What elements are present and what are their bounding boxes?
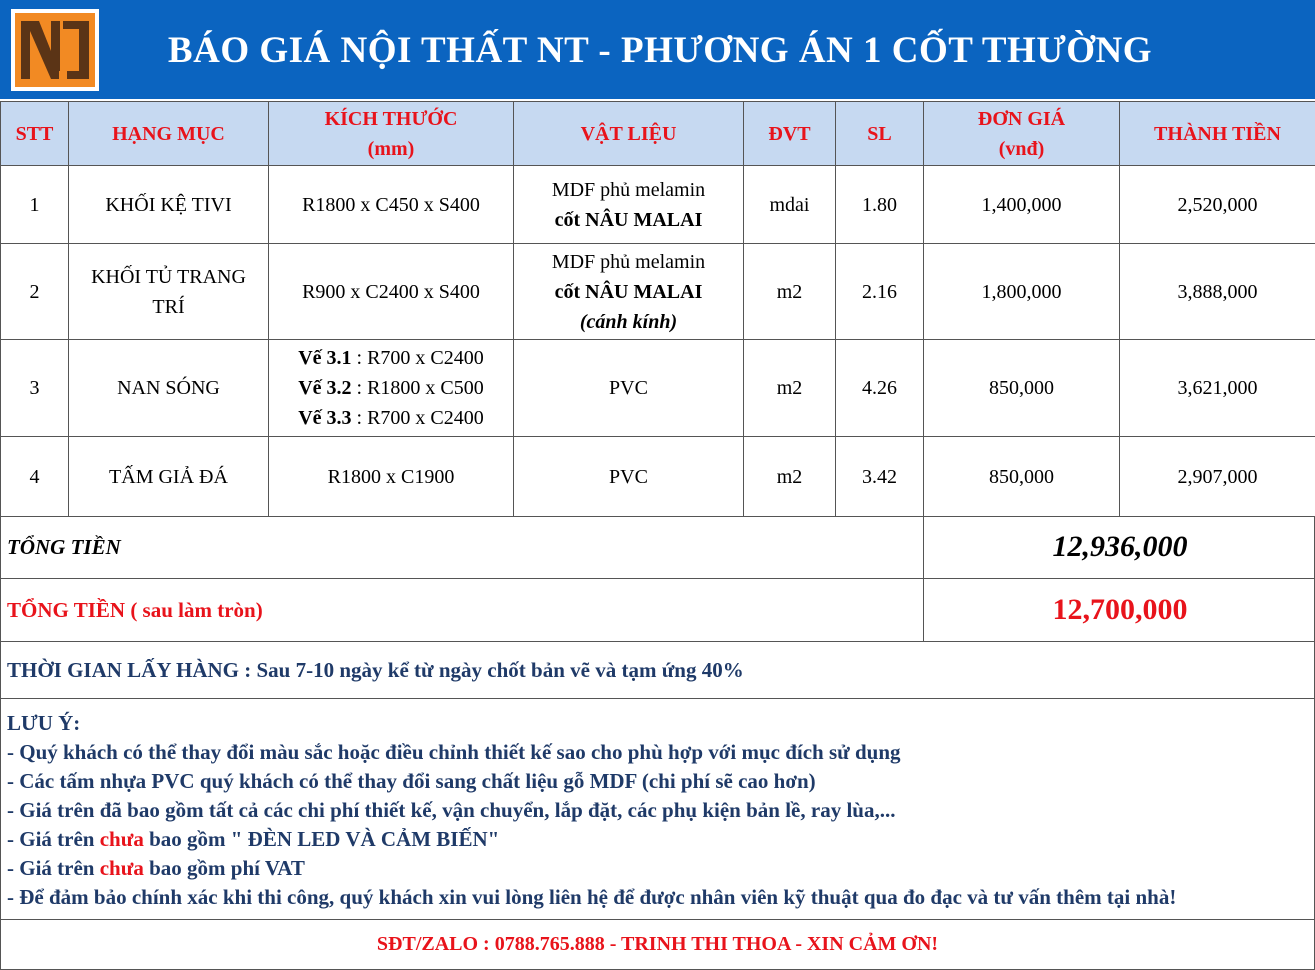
cell-kich-thuoc: R1800 x C450 x S400 (269, 166, 514, 244)
col-header-vat-lieu: VẬT LIỆU (514, 102, 744, 166)
col-header-kich-thuoc-line1: KÍCH THƯỚC (324, 107, 458, 130)
col-header-stt: STT (1, 102, 69, 166)
cell-vat-lieu-line1: MDF phủ melamin (551, 250, 706, 273)
cell-kich-thuoc (269, 340, 514, 437)
note-item (7, 825, 1308, 854)
nt-logo-icon (15, 13, 95, 87)
cell-dvt: mdai (744, 166, 836, 244)
note-item: - Giá trên đã bao gồm tất cả các chi phí thiết kế, vận chuyển, lắp đặt, các phụ kiện bản lề, ray lùa,... (7, 798, 896, 822)
cell-vat-lieu-line2: cốt NÂU MALAI (554, 280, 703, 303)
cell-hang-muc: TẤM GIẢ ĐÁ (69, 437, 269, 517)
cell-vat-lieu: PVC (514, 437, 744, 517)
cell-vat-lieu (514, 244, 744, 340)
cell-hang-muc-line1: KHỐI TỦ TRANG (91, 265, 246, 288)
rounded-total-row (0, 579, 1315, 642)
cell-vat-lieu: PVC (514, 340, 744, 437)
delivery-time: THỜI GIAN LẤY HÀNG : Sau 7-10 ngày kể từ ngày chốt bản vẽ và tạm ứng 40% (0, 642, 1315, 699)
table-row (1, 437, 1315, 517)
cell-dvt: m2 (744, 437, 836, 517)
cell-thanh-tien: 3,888,000 (1120, 244, 1315, 340)
cell-don-gia: 850,000 (924, 340, 1120, 437)
cell-thanh-tien: 3,621,000 (1120, 340, 1315, 437)
cell-kich-thuoc: R900 x C2400 x S400 (269, 244, 514, 340)
header-bar (0, 0, 1315, 101)
cell-stt: 3 (1, 340, 69, 437)
cell-hang-muc-line1: KHỐI KỆ TIVI (105, 193, 232, 216)
cell-hang-muc-line2: TRÍ (152, 295, 185, 318)
note-item: - Quý khách có thể thay đổi màu sắc hoặc điều chỉnh thiết kế sao cho phù hợp với mục đích sử dụng (7, 740, 901, 764)
footer-contact: SĐT/ZALO : 0788.765.888 - TRINH THI THOA - XIN CẢM ƠN! (0, 920, 1315, 970)
col-header-dvt: ĐVT (744, 102, 836, 166)
notes-heading: LƯU Ý: (7, 711, 81, 735)
rounded-total-label: TỔNG TIỀN ( sau làm tròn) (1, 579, 924, 641)
note-item: - Để đảm bảo chính xác khi thi công, quý khách xin vui lòng liên hệ để được nhân viên kỹ thuật qua đo đạc và tư vấn thêm tại nhà! (7, 885, 1177, 909)
col-header-don-gia-line2: (vnđ) (998, 137, 1045, 160)
total-label: TỔNG TIỀN (1, 516, 924, 578)
table-row (1, 340, 1315, 437)
cell-dvt: m2 (744, 244, 836, 340)
cell-hang-muc (69, 244, 269, 340)
cell-vat-lieu-line1: MDF phủ melamin (551, 178, 706, 201)
note-item (7, 854, 1308, 883)
note-item: - Các tấm nhựa PVC quý khách có thể thay đổi sang chất liệu gỗ MDF (chi phí sẽ cao hơn) (7, 769, 816, 793)
col-header-sl: SL (836, 102, 924, 166)
ve-label: Vế 3.3 (298, 407, 352, 429)
cell-dvt: m2 (744, 340, 836, 437)
cell-don-gia: 850,000 (924, 437, 1120, 517)
cell-don-gia: 1,400,000 (924, 166, 1120, 244)
notes-section (0, 699, 1315, 920)
note-text: bao gồm phí VAT (143, 856, 305, 880)
cell-thanh-tien: 2,907,000 (1120, 437, 1315, 517)
col-header-thanh-tien: THÀNH TIỀN (1120, 102, 1315, 166)
ve-value: : R700 x C2400 (351, 347, 484, 369)
cell-sl: 2.16 (836, 244, 924, 340)
cell-don-gia: 1,800,000 (924, 244, 1120, 340)
ve-value: : R700 x C2400 (351, 407, 484, 429)
ve-label: Vế 3.2 (298, 377, 352, 399)
total-value: 12,936,000 (1052, 530, 1188, 563)
cell-stt: 1 (1, 166, 69, 244)
note-highlight: chưa (99, 856, 144, 880)
note-text: bao gồm " ĐÈN LED VÀ CẢM BIẾN" (143, 827, 500, 851)
cell-sl: 4.26 (836, 340, 924, 437)
cell-stt: 4 (1, 437, 69, 517)
total-row (0, 516, 1315, 579)
cell-kich-thuoc-line (269, 373, 513, 403)
cell-vat-lieu-line3: (cánh kính) (579, 310, 678, 333)
table-row (1, 166, 1315, 244)
note-highlight: chưa (99, 827, 144, 851)
col-header-kich-thuoc (269, 102, 514, 166)
cell-sl: 3.42 (836, 437, 924, 517)
col-header-don-gia (924, 102, 1120, 166)
col-header-hang-muc: HẠNG MỤC (69, 102, 269, 166)
cell-kich-thuoc-line (269, 343, 513, 373)
cell-vat-lieu-line2: cốt NÂU MALAI (554, 208, 703, 231)
cell-vat-lieu (514, 166, 744, 244)
note-text: - Giá trên (7, 856, 100, 880)
cell-hang-muc (69, 166, 269, 244)
cell-stt: 2 (1, 244, 69, 340)
quote-table (0, 101, 1315, 517)
cell-kich-thuoc: R1800 x C1900 (269, 437, 514, 517)
ve-value: : R1800 x C500 (351, 377, 484, 399)
page-title: BÁO GIÁ NỘI THẤT NT - PHƯƠNG ÁN 1 CỐT THƯỜNG (167, 30, 1153, 71)
cell-thanh-tien: 2,520,000 (1120, 166, 1315, 244)
cell-kich-thuoc-line (269, 403, 513, 433)
note-text: - Giá trên (7, 827, 100, 851)
logo (11, 9, 99, 91)
col-header-kich-thuoc-line2: (mm) (367, 137, 415, 160)
ve-label: Vế 3.1 (298, 347, 352, 369)
rounded-total-value: 12,700,000 (1052, 593, 1188, 626)
table-header-row (1, 102, 1315, 166)
col-header-don-gia-line1: ĐƠN GIÁ (977, 107, 1066, 130)
cell-sl: 1.80 (836, 166, 924, 244)
cell-hang-muc: NAN SÓNG (69, 340, 269, 437)
table-row (1, 244, 1315, 340)
